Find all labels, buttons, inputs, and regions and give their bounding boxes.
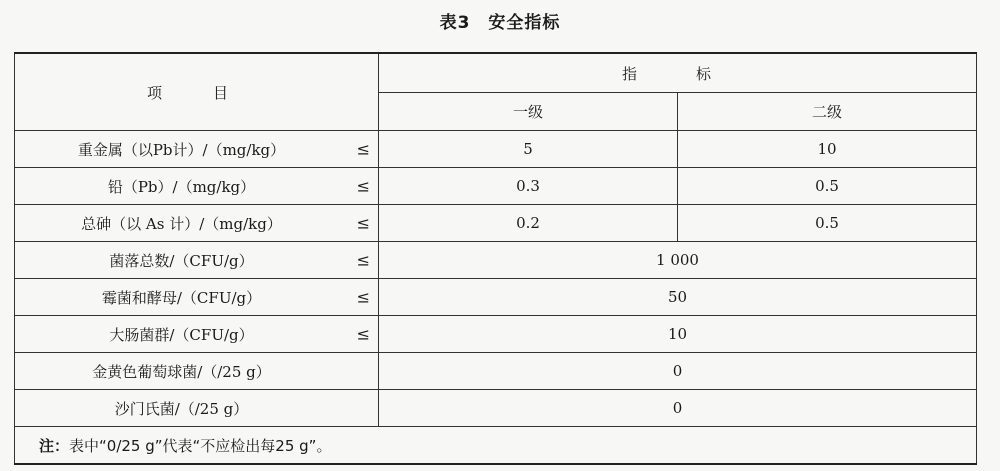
row-grade-2-value: 0.5 bbox=[678, 205, 977, 242]
le-symbol: ≤ bbox=[356, 287, 370, 307]
note-label: 注： bbox=[39, 436, 70, 455]
row-value: 0 bbox=[379, 353, 977, 390]
table-row bbox=[15, 316, 977, 353]
row-item-label: 大肠菌群/（CFU/g） bbox=[109, 325, 254, 344]
table-row bbox=[15, 242, 977, 279]
table-row bbox=[15, 353, 977, 390]
le-symbol: ≤ bbox=[356, 139, 370, 159]
row-item-label: 金黄色葡萄球菌/（/25 g） bbox=[92, 362, 271, 381]
row-grade-1-value: 0.2 bbox=[379, 205, 678, 242]
le-symbol: ≤ bbox=[356, 324, 370, 344]
row-item-label: 菌落总数/（CFU/g） bbox=[109, 251, 254, 270]
row-item-label: 霉菌和酵母/（CFU/g） bbox=[101, 288, 262, 307]
row-item-label: 重金属（以Pb计）/（mg/kg） bbox=[77, 140, 286, 159]
table-row bbox=[15, 390, 977, 427]
safety-index-table bbox=[14, 52, 977, 465]
header-spec: 指 标 bbox=[379, 53, 977, 93]
table-row bbox=[15, 168, 977, 205]
row-value: 0 bbox=[379, 390, 977, 427]
le-symbol: ≤ bbox=[356, 176, 370, 196]
le-symbol: ≤ bbox=[356, 213, 370, 233]
table-row bbox=[15, 279, 977, 316]
header-item: 项 目 bbox=[15, 53, 379, 131]
header-grade-1: 一级 bbox=[379, 93, 678, 131]
note-text: 表中“0/25 g”代表“不应检出每25 g”。 bbox=[69, 436, 332, 455]
table-row bbox=[15, 205, 977, 242]
row-grade-1-value: 0.3 bbox=[379, 168, 678, 205]
row-value: 10 bbox=[379, 316, 977, 353]
row-item-label: 总砷（以 As 计）/（mg/kg） bbox=[81, 214, 282, 233]
row-value: 50 bbox=[379, 279, 977, 316]
row-grade-2-value: 10 bbox=[678, 131, 977, 168]
table-row bbox=[15, 131, 977, 168]
row-item-label: 沙门氏菌/（/25 g） bbox=[114, 399, 249, 418]
le-symbol: ≤ bbox=[356, 250, 370, 270]
row-item-label: 铅（Pb）/（mg/kg） bbox=[107, 177, 256, 196]
row-value: 1 000 bbox=[379, 242, 977, 279]
row-grade-1-value: 5 bbox=[379, 131, 678, 168]
row-grade-2-value: 0.5 bbox=[678, 168, 977, 205]
note-row bbox=[15, 427, 977, 465]
header-grade-2: 二级 bbox=[678, 93, 977, 131]
table-title: 表3 安全指标 bbox=[439, 13, 561, 33]
